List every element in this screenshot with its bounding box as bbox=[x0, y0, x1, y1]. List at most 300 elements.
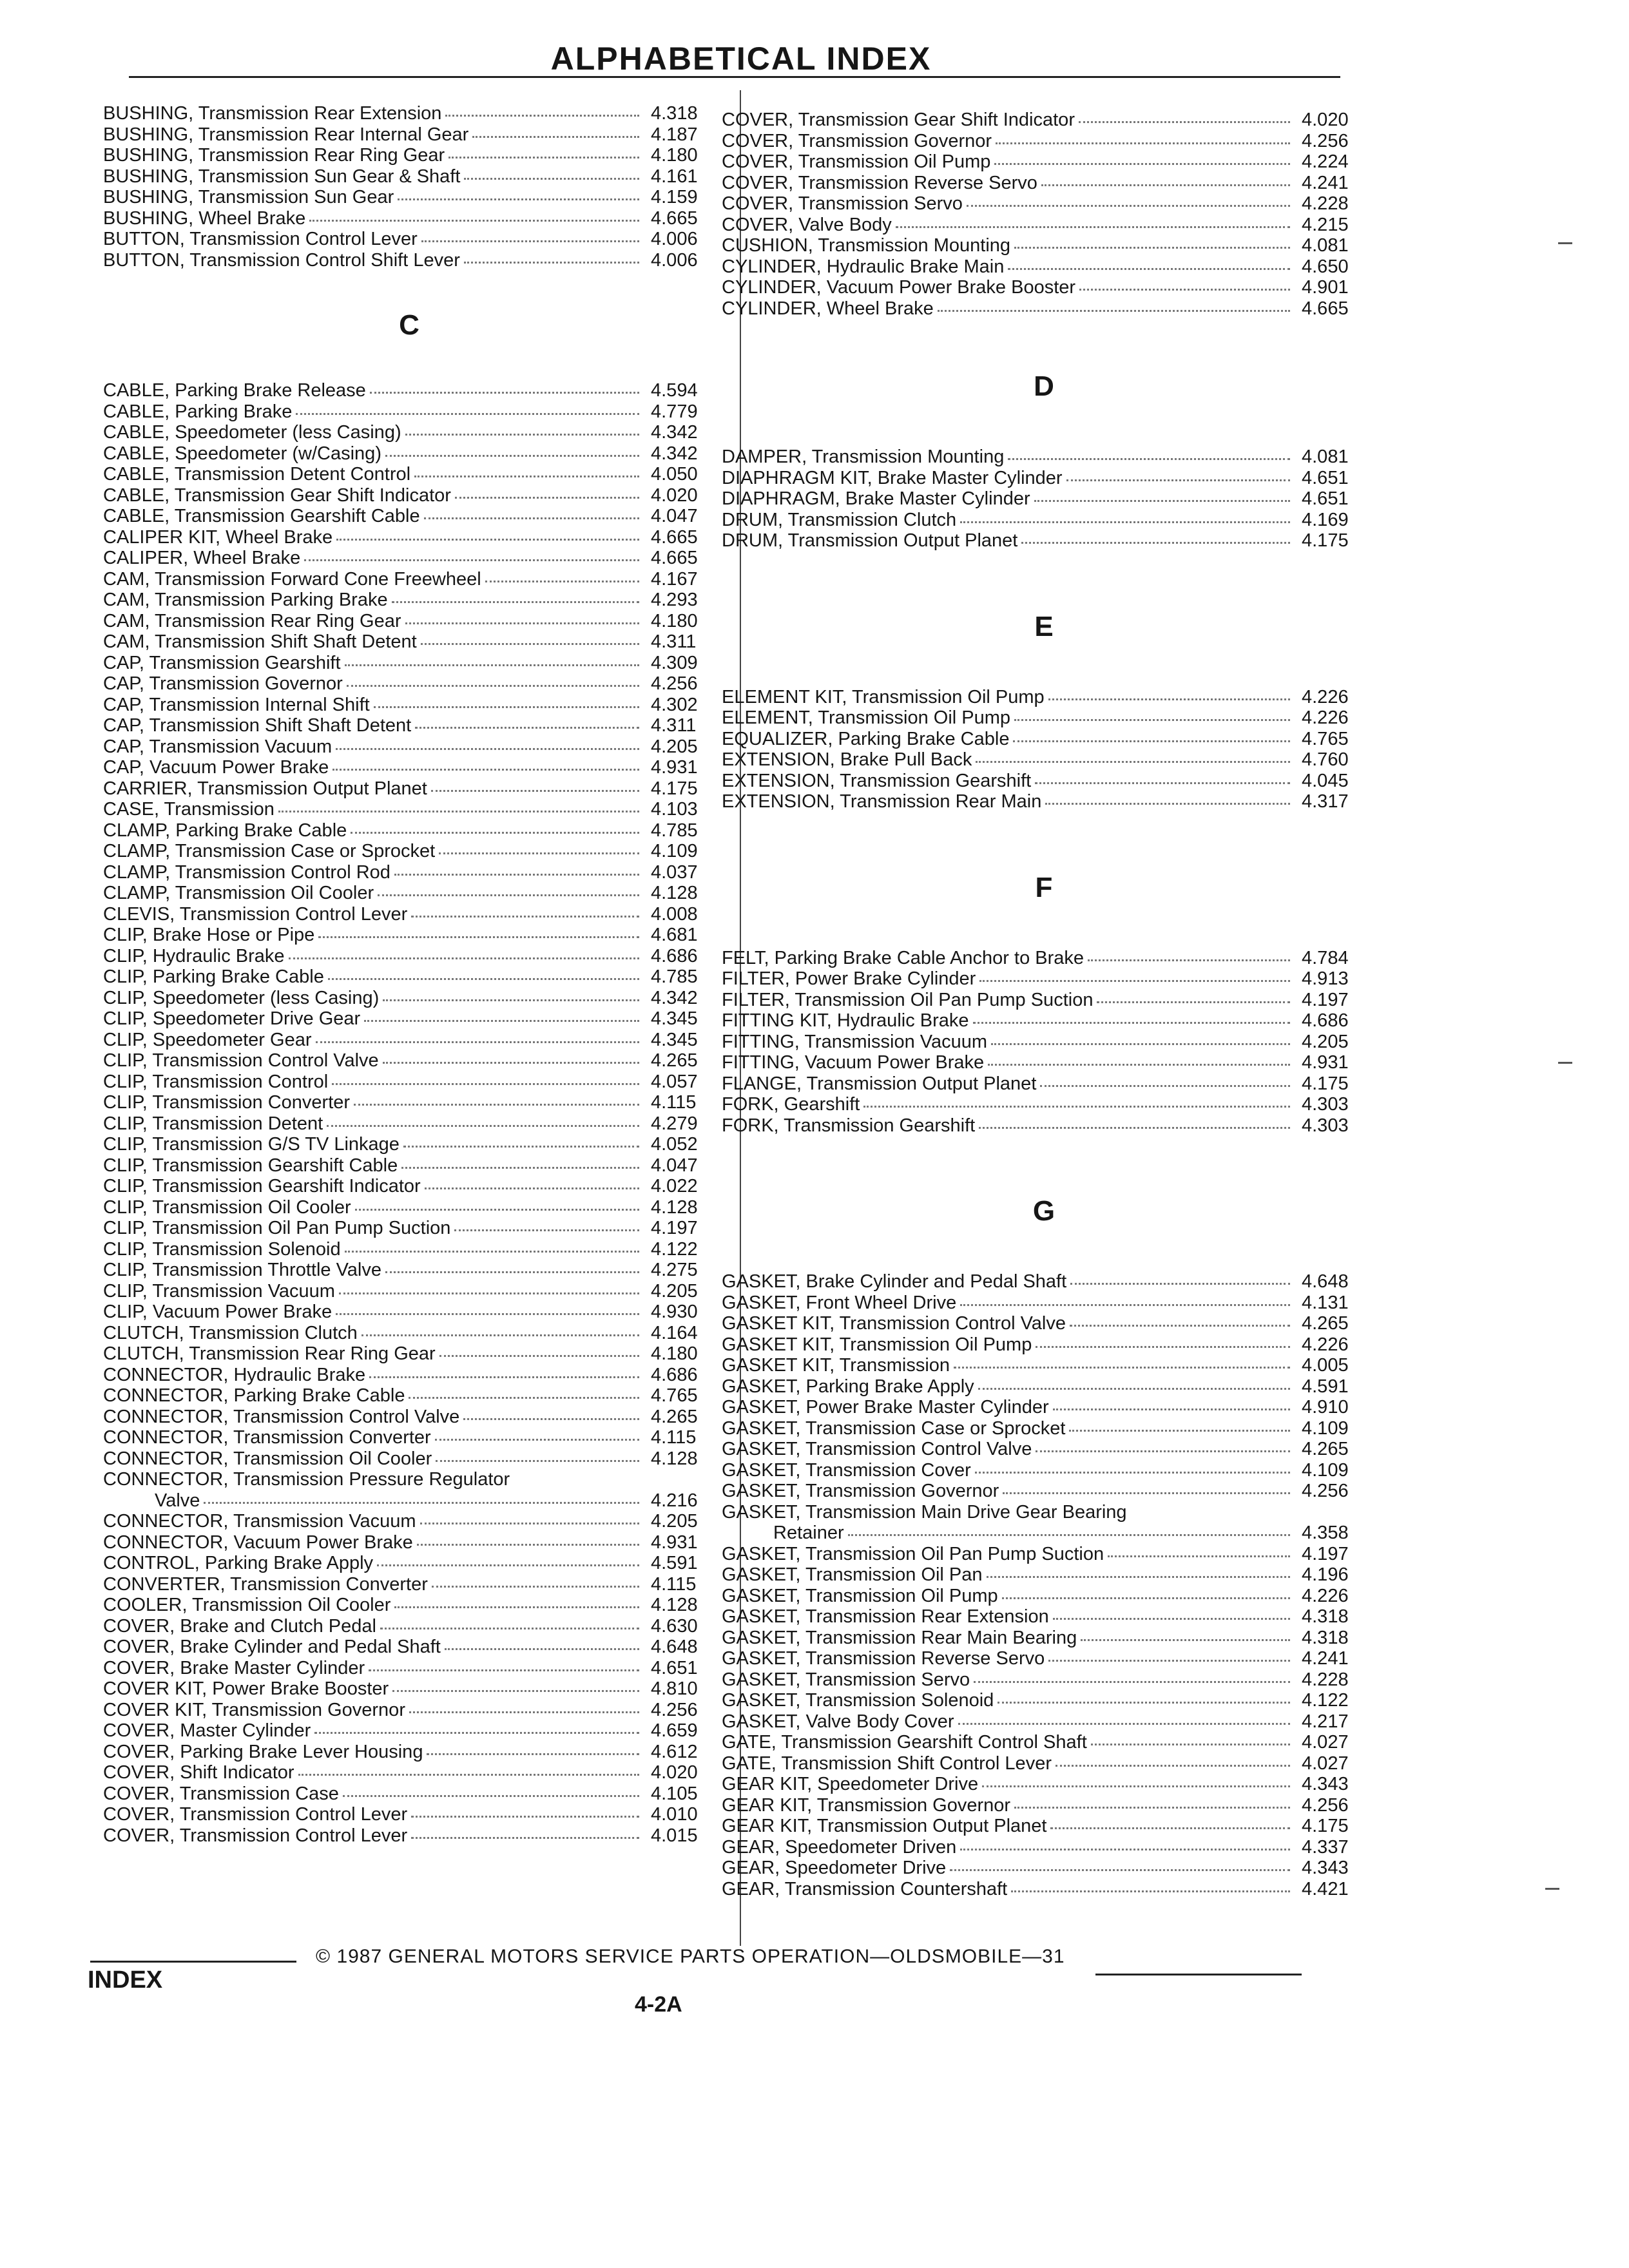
index-entry bbox=[722, 256, 1366, 278]
index-entry bbox=[103, 883, 715, 904]
index-entry bbox=[103, 611, 715, 632]
index-entry bbox=[722, 1355, 1366, 1376]
entry-page-ref: 4.128 bbox=[651, 1448, 698, 1469]
leader-dots bbox=[996, 142, 1290, 144]
entry-name: BUSHING, Transmission Rear Internal Gear bbox=[103, 124, 469, 145]
entry-name: CLAMP, Transmission Control Rod bbox=[103, 861, 390, 883]
index-entry bbox=[722, 1564, 1366, 1586]
entry-name: CALIPER, Wheel Brake bbox=[103, 548, 301, 568]
index-entry bbox=[103, 1825, 715, 1847]
index-entry bbox=[103, 1742, 715, 1763]
entry-name: COVER, Transmission Servo bbox=[722, 193, 963, 214]
index-entry bbox=[722, 1010, 1366, 1032]
leader-dots bbox=[432, 1585, 639, 1588]
leader-dots bbox=[403, 1145, 639, 1148]
index-entry bbox=[722, 1523, 1366, 1544]
leader-dots bbox=[385, 1271, 639, 1273]
entry-page-ref: 4.931 bbox=[651, 757, 698, 778]
entry-page-ref: 4.128 bbox=[651, 1196, 698, 1218]
index-entry bbox=[722, 749, 1366, 771]
index-entry bbox=[722, 277, 1366, 298]
left-column bbox=[103, 103, 715, 1846]
leader-dots bbox=[405, 433, 639, 436]
leader-dots bbox=[1048, 698, 1290, 700]
index-entry bbox=[722, 468, 1366, 489]
entry-page-ref: 4.612 bbox=[651, 1741, 698, 1762]
leader-dots bbox=[394, 873, 639, 876]
entry-name: CABLE, Parking Brake Release bbox=[103, 380, 366, 401]
entry-name: COVER, Brake Master Cylinder bbox=[103, 1657, 365, 1678]
leader-dots bbox=[377, 1564, 639, 1566]
entry-page-ref: 4.020 bbox=[1302, 110, 1349, 130]
leader-dots bbox=[994, 162, 1290, 165]
entry-name: COVER, Transmission Reverse Servo bbox=[722, 172, 1037, 193]
index-entry bbox=[722, 1628, 1366, 1649]
leader-dots bbox=[380, 1627, 639, 1629]
leader-dots bbox=[289, 957, 639, 959]
leader-dots bbox=[1091, 1743, 1290, 1745]
index-entry bbox=[722, 1481, 1366, 1502]
entry-name: BUSHING, Wheel Brake bbox=[103, 207, 306, 229]
page-title: ALPHABETICAL INDEX bbox=[550, 41, 932, 77]
entry-page-ref: 4.901 bbox=[1302, 277, 1349, 298]
index-entry bbox=[103, 401, 715, 423]
leader-dots bbox=[982, 1785, 1290, 1787]
entry-page-ref: 4.785 bbox=[651, 820, 698, 841]
leader-dots bbox=[485, 580, 639, 582]
entry-name: CAP, Transmission Vacuum bbox=[103, 736, 333, 757]
entry-page-ref: 4.760 bbox=[1302, 749, 1349, 770]
entry-page-ref: 4.216 bbox=[651, 1490, 698, 1511]
leader-dots bbox=[1053, 1408, 1290, 1410]
entry-name: CABLE, Speedometer (less Casing) bbox=[103, 422, 401, 443]
entry-name: GEAR, Speedometer Driven bbox=[722, 1836, 957, 1858]
leader-dots bbox=[863, 1105, 1290, 1108]
entry-name: DIAPHRAGM, Brake Master Cylinder bbox=[722, 488, 1030, 509]
entry-page-ref: 4.630 bbox=[651, 1615, 698, 1637]
entry-name: CABLE, Transmission Gear Shift Indicator bbox=[103, 485, 451, 506]
entry-page-ref: 4.020 bbox=[651, 1762, 698, 1783]
entry-name: CAP, Transmission Shift Shaft Detent bbox=[103, 715, 412, 736]
leader-dots bbox=[401, 1166, 639, 1169]
entry-page-ref: 4.337 bbox=[1302, 1836, 1349, 1858]
entry-name: CYLINDER, Vacuum Power Brake Booster bbox=[722, 277, 1076, 298]
entry-name: GASKET, Transmission Reverse Servo bbox=[722, 1648, 1045, 1669]
index-entry bbox=[103, 506, 715, 527]
entry-name: EXTENSION, Brake Pull Back bbox=[722, 749, 972, 770]
index-entry bbox=[103, 1532, 715, 1553]
entry-name: GASKET, Transmission Servo bbox=[722, 1669, 970, 1690]
entry-name: GEAR, Transmission Countershaft bbox=[722, 1878, 1008, 1899]
index-entry bbox=[722, 488, 1366, 510]
entry-page-ref: 4.109 bbox=[1302, 1459, 1349, 1481]
entry-page-ref: 4.293 bbox=[651, 590, 698, 610]
index-entry bbox=[722, 1606, 1366, 1628]
index-entry bbox=[103, 527, 715, 548]
leader-dots bbox=[1066, 479, 1290, 481]
entry-name: CLIP, Brake Hose or Pipe bbox=[103, 925, 315, 945]
leader-dots bbox=[411, 1815, 639, 1818]
index-entry bbox=[103, 841, 715, 862]
index-entry bbox=[103, 1008, 715, 1030]
entry-page-ref: 4.027 bbox=[1302, 1732, 1349, 1753]
index-entry bbox=[722, 1460, 1366, 1481]
index-entry bbox=[103, 380, 715, 401]
leader-dots bbox=[1036, 1450, 1290, 1452]
entry-name: GASKET, Transmission Solenoid bbox=[722, 1690, 994, 1711]
entry-page-ref: 4.345 bbox=[651, 1008, 698, 1029]
leader-dots bbox=[392, 601, 639, 603]
edge-mark bbox=[1558, 1062, 1572, 1064]
index-entry bbox=[103, 443, 715, 465]
index-entry bbox=[103, 695, 715, 716]
entry-name: COVER, Transmission Case bbox=[103, 1783, 339, 1804]
leader-dots bbox=[967, 204, 1290, 207]
entry-name: GASKET, Transmission Oil Pump bbox=[722, 1585, 998, 1606]
index-entry bbox=[103, 1783, 715, 1805]
entry-name: GASKET, Brake Cylinder and Pedal Shaft bbox=[722, 1271, 1067, 1292]
entry-page-ref: 4.686 bbox=[1302, 1010, 1349, 1031]
index-entry bbox=[103, 1616, 715, 1637]
leader-dots bbox=[333, 768, 639, 771]
entry-name: COVER, Valve Body bbox=[722, 214, 892, 235]
entry-name: CYLINDER, Wheel Brake bbox=[722, 298, 934, 319]
leader-dots bbox=[296, 412, 639, 415]
index-entry bbox=[722, 968, 1366, 990]
entry-name: EQUALIZER, Parking Brake Cable bbox=[722, 728, 1010, 749]
index-entry bbox=[722, 990, 1366, 1011]
right-column bbox=[722, 110, 1366, 1899]
footer-rule-right bbox=[1095, 1974, 1302, 1975]
leader-dots bbox=[424, 517, 639, 519]
leader-dots bbox=[343, 1794, 639, 1797]
entry-page-ref: 4.303 bbox=[1302, 1115, 1349, 1136]
entry-page-ref: 4.785 bbox=[651, 966, 698, 987]
entry-name: CONNECTOR, Hydraulic Brake bbox=[103, 1364, 366, 1385]
index-entry bbox=[103, 631, 715, 653]
index-entry bbox=[103, 1469, 715, 1490]
entry-name: CONNECTOR, Parking Brake Cable bbox=[103, 1385, 405, 1406]
leader-dots bbox=[204, 1501, 639, 1504]
entry-name: CONNECTOR, Transmission Vacuum bbox=[103, 1511, 416, 1532]
entry-page-ref: 4.161 bbox=[651, 166, 698, 187]
index-entry bbox=[722, 510, 1366, 531]
entry-page-ref: 4.265 bbox=[1302, 1439, 1349, 1459]
leader-dots bbox=[314, 1731, 639, 1734]
index-entry bbox=[722, 1397, 1366, 1418]
entry-name: COVER, Transmission Control Lever bbox=[103, 1804, 408, 1825]
entry-name: GASKET, Parking Brake Apply bbox=[722, 1376, 974, 1397]
entry-page-ref: 4.081 bbox=[1302, 447, 1349, 467]
entry-name: GASKET, Transmission Oil Pan bbox=[722, 1564, 983, 1585]
leader-dots bbox=[1055, 1764, 1290, 1767]
entry-name: CLUTCH, Transmission Clutch bbox=[103, 1322, 358, 1343]
entry-name: CLIP, Transmission Vacuum bbox=[103, 1280, 335, 1302]
index-entry bbox=[103, 569, 715, 590]
entry-name: FITTING, Vacuum Power Brake bbox=[722, 1052, 985, 1073]
entry-name: CLAMP, Parking Brake Cable bbox=[103, 820, 347, 841]
index-entry bbox=[722, 1586, 1366, 1607]
entry-page-ref: 4.342 bbox=[651, 422, 698, 443]
entry-name: BUSHING, Transmission Rear Extension bbox=[103, 103, 442, 124]
leader-dots bbox=[374, 706, 639, 708]
index-entry bbox=[103, 946, 715, 967]
index-entry bbox=[103, 1762, 715, 1783]
entry-page-ref: 4.345 bbox=[651, 1029, 698, 1050]
entry-page-ref: 4.196 bbox=[1302, 1564, 1349, 1585]
entry-page-ref: 4.015 bbox=[651, 1825, 698, 1846]
entry-name: GASKET, Transmission Control Valve bbox=[722, 1439, 1032, 1459]
entry-name: CAP, Vacuum Power Brake bbox=[103, 757, 329, 778]
index-entry bbox=[722, 530, 1366, 552]
leader-dots bbox=[938, 309, 1290, 312]
entry-name: CLIP, Hydraulic Brake bbox=[103, 945, 285, 966]
index-entry bbox=[103, 1113, 715, 1135]
index-entry bbox=[722, 1032, 1366, 1053]
entry-name: COVER, Transmission Oil Pump bbox=[722, 151, 991, 172]
index-entry bbox=[103, 1385, 715, 1407]
leader-dots bbox=[385, 454, 639, 457]
entry-name: CLIP, Transmission Oil Pan Pump Suction bbox=[103, 1218, 451, 1238]
entry-name: GEAR, Speedometer Drive bbox=[722, 1858, 947, 1878]
entry-name: CONNECTOR, Transmission Control Valve bbox=[103, 1406, 460, 1427]
entry-name: GASKET, Transmission Oil Pan Pump Suction bbox=[722, 1543, 1104, 1564]
entry-page-ref: 4.241 bbox=[1302, 1648, 1349, 1669]
entry-name: Retainer bbox=[773, 1523, 844, 1543]
entry-name: CLIP, Vacuum Power Brake bbox=[103, 1302, 333, 1322]
entry-name: CYLINDER, Hydraulic Brake Main bbox=[722, 256, 1005, 277]
entry-name: CLIP, Transmission Detent bbox=[103, 1113, 323, 1134]
index-entry bbox=[103, 1281, 715, 1302]
entry-page-ref: 4.226 bbox=[1302, 707, 1349, 728]
leader-dots bbox=[978, 1387, 1290, 1390]
leader-dots bbox=[409, 1711, 639, 1713]
index-entry bbox=[103, 736, 715, 758]
entry-name: FILTER, Power Brake Cylinder bbox=[722, 968, 976, 989]
entry-name: CLIP, Parking Brake Cable bbox=[103, 966, 324, 987]
leader-dots bbox=[339, 1292, 639, 1294]
leader-dots bbox=[392, 1689, 639, 1692]
entry-name: CUSHION, Transmission Mounting bbox=[722, 235, 1011, 256]
entry-page-ref: 4.311 bbox=[651, 715, 697, 736]
index-entry bbox=[722, 1271, 1366, 1293]
entry-name: CLAMP, Transmission Oil Cooler bbox=[103, 883, 374, 903]
leader-dots bbox=[420, 1522, 639, 1524]
index-entry bbox=[722, 1816, 1366, 1837]
leader-dots bbox=[455, 496, 639, 499]
index-entry bbox=[103, 229, 715, 250]
entry-name: CLIP, Speedometer Gear bbox=[103, 1029, 312, 1050]
leader-dots bbox=[958, 1722, 1290, 1725]
index-entry bbox=[722, 1313, 1366, 1334]
entry-name: FLANGE, Transmission Output Planet bbox=[722, 1073, 1037, 1094]
entry-page-ref: 4.164 bbox=[651, 1322, 698, 1343]
entry-page-ref: 4.180 bbox=[651, 145, 698, 166]
entry-name: CLAMP, Transmission Case or Sprocket bbox=[103, 841, 436, 861]
index-entry bbox=[103, 1260, 715, 1281]
entry-page-ref: 4.303 bbox=[1302, 1094, 1349, 1115]
leader-dots bbox=[398, 198, 639, 200]
entry-page-ref: 4.175 bbox=[1302, 1073, 1349, 1094]
footer-rule-left bbox=[90, 1961, 296, 1963]
entry-page-ref: 4.265 bbox=[1302, 1313, 1349, 1334]
entry-name: CLIP, Speedometer (less Casing) bbox=[103, 987, 380, 1008]
entry-name: CLIP, Transmission Oil Cooler bbox=[103, 1196, 351, 1218]
leader-dots bbox=[1008, 267, 1290, 270]
entry-page-ref: 4.686 bbox=[651, 945, 698, 966]
entry-page-ref: 4.309 bbox=[651, 652, 698, 673]
leader-dots bbox=[1013, 740, 1290, 742]
leader-dots bbox=[1079, 288, 1290, 291]
leader-dots bbox=[445, 1648, 639, 1650]
entry-page-ref: 4.358 bbox=[1302, 1523, 1349, 1543]
entry-page-ref: 4.228 bbox=[1302, 193, 1349, 214]
entry-page-ref: 4.659 bbox=[651, 1720, 698, 1741]
entry-page-ref: 4.006 bbox=[651, 249, 698, 271]
leader-dots bbox=[454, 1229, 639, 1231]
index-entry bbox=[103, 208, 715, 229]
index-entry bbox=[722, 1073, 1366, 1095]
entry-page-ref: 4.342 bbox=[651, 987, 698, 1008]
leader-dots bbox=[435, 1438, 639, 1441]
entry-page-ref: 4.159 bbox=[651, 187, 698, 207]
entry-name: CAM, Transmission Rear Ring Gear bbox=[103, 610, 401, 631]
leader-dots bbox=[464, 261, 639, 264]
entry-name: DRUM, Transmission Output Planet bbox=[722, 530, 1018, 551]
leader-dots bbox=[436, 1459, 639, 1462]
entry-page-ref: 4.765 bbox=[651, 1385, 698, 1406]
entry-name: GATE, Transmission Shift Control Lever bbox=[722, 1753, 1052, 1774]
entry-page-ref: 4.205 bbox=[651, 1511, 698, 1532]
entry-name: GASKET, Power Brake Master Cylinder bbox=[722, 1397, 1049, 1418]
entry-page-ref: 4.109 bbox=[1302, 1418, 1349, 1439]
entry-page-ref: 4.594 bbox=[651, 380, 698, 401]
leader-dots bbox=[1050, 1827, 1290, 1829]
entry-name: GASKET, Transmission Rear Extension bbox=[722, 1606, 1049, 1627]
leader-dots bbox=[1070, 1282, 1290, 1285]
entry-page-ref: 4.052 bbox=[651, 1134, 698, 1155]
leader-dots bbox=[1040, 1084, 1290, 1087]
index-entry bbox=[103, 1700, 715, 1721]
index-entry bbox=[103, 1092, 715, 1113]
entry-page-ref: 4.128 bbox=[651, 883, 698, 903]
leader-dots bbox=[1053, 1617, 1290, 1620]
index-entry bbox=[103, 673, 715, 695]
entry-name: COVER, Transmission Gear Shift Indicator bbox=[722, 110, 1075, 130]
entry-name: CLIP, Transmission Control bbox=[103, 1071, 329, 1092]
entry-page-ref: 4.020 bbox=[651, 485, 698, 506]
entry-name: DIAPHRAGM KIT, Brake Master Cylinder bbox=[722, 467, 1063, 488]
entry-name: CONNECTOR, Transmission Pressure Regulator bbox=[103, 1469, 510, 1490]
index-entry bbox=[722, 173, 1366, 194]
index-entry bbox=[103, 1176, 715, 1197]
leader-dots bbox=[347, 684, 639, 687]
index-entry bbox=[103, 820, 715, 841]
index-label: INDEX bbox=[88, 1966, 163, 1994]
entry-name: GATE, Transmission Gearshift Control Shaft bbox=[722, 1732, 1087, 1753]
entry-page-ref: 4.343 bbox=[1302, 1774, 1349, 1794]
index-entry bbox=[103, 1595, 715, 1616]
entry-name: CLIP, Transmission Gearshift Cable bbox=[103, 1155, 398, 1176]
leader-dots bbox=[421, 240, 639, 242]
entry-name: COVER, Parking Brake Lever Housing bbox=[103, 1741, 423, 1762]
leader-dots bbox=[417, 1543, 639, 1546]
entry-name: GEAR KIT, Transmission Output Planet bbox=[722, 1816, 1047, 1836]
entry-name: BUSHING, Transmission Rear Ring Gear bbox=[103, 145, 445, 166]
leader-dots bbox=[1011, 1890, 1290, 1892]
leader-dots bbox=[1002, 1597, 1290, 1599]
leader-dots bbox=[979, 979, 1290, 982]
index-entry bbox=[103, 988, 715, 1009]
leader-dots bbox=[364, 1019, 639, 1022]
leader-dots bbox=[298, 1773, 639, 1776]
entry-name: COVER, Transmission Control Lever bbox=[103, 1825, 408, 1846]
entry-page-ref: 4.311 bbox=[651, 631, 697, 652]
leader-dots bbox=[405, 622, 639, 624]
index-entry bbox=[103, 1658, 715, 1679]
entry-page-ref: 4.318 bbox=[1302, 1606, 1349, 1627]
index-entry bbox=[103, 1427, 715, 1448]
leader-dots bbox=[351, 831, 639, 834]
leader-dots bbox=[394, 1606, 639, 1608]
index-entry bbox=[722, 1858, 1366, 1879]
entry-name: CONNECTOR, Vacuum Power Brake bbox=[103, 1532, 413, 1553]
entry-page-ref: 4.115 bbox=[651, 1427, 697, 1448]
index-entry bbox=[103, 715, 715, 736]
index-entry bbox=[722, 948, 1366, 969]
index-entry bbox=[722, 298, 1366, 320]
section-letter-e: E bbox=[1034, 610, 1054, 642]
index-entry bbox=[722, 1439, 1366, 1460]
index-entry bbox=[103, 250, 715, 271]
entry-page-ref: 4.047 bbox=[651, 506, 698, 526]
entry-page-ref: 4.226 bbox=[1302, 686, 1349, 707]
entry-name: EXTENSION, Transmission Rear Main bbox=[722, 791, 1042, 812]
entry-page-ref: 4.648 bbox=[651, 1637, 698, 1657]
index-entry bbox=[103, 464, 715, 485]
index-entry bbox=[103, 1072, 715, 1093]
index-entry bbox=[103, 485, 715, 506]
leader-dots bbox=[976, 760, 1290, 763]
leader-dots bbox=[1014, 246, 1290, 249]
leader-dots bbox=[896, 226, 1290, 228]
index-entry bbox=[722, 1648, 1366, 1669]
entry-page-ref: 4.010 bbox=[651, 1804, 698, 1825]
leader-dots bbox=[1003, 1492, 1290, 1494]
entry-page-ref: 4.765 bbox=[1302, 728, 1349, 749]
entry-name: CASE, Transmission bbox=[103, 799, 275, 820]
entry-name: DRUM, Transmission Clutch bbox=[722, 509, 957, 530]
entry-page-ref: 4.591 bbox=[1302, 1376, 1349, 1397]
entry-name: FITTING, Transmission Vacuum bbox=[722, 1031, 987, 1052]
entry-page-ref: 4.217 bbox=[1302, 1711, 1349, 1732]
leader-dots bbox=[414, 475, 639, 477]
entry-name: CONTROL, Parking Brake Apply bbox=[103, 1553, 374, 1573]
leader-dots bbox=[1008, 457, 1290, 460]
section-letter-f: F bbox=[1035, 871, 1053, 903]
entry-name: DAMPER, Transmission Mounting bbox=[722, 447, 1005, 467]
index-entry bbox=[722, 1293, 1366, 1314]
entry-name: CLEVIS, Transmission Control Lever bbox=[103, 903, 408, 925]
entry-name: CALIPER KIT, Wheel Brake bbox=[103, 526, 333, 548]
entry-page-ref: 4.022 bbox=[651, 1176, 698, 1196]
leader-dots bbox=[439, 852, 639, 854]
entry-page-ref: 4.169 bbox=[1302, 509, 1349, 530]
entry-name: CAP, Transmission Internal Shift bbox=[103, 694, 370, 715]
index-entry bbox=[722, 707, 1366, 729]
leader-dots bbox=[1081, 1639, 1290, 1641]
entry-page-ref: 4.050 bbox=[651, 464, 698, 485]
